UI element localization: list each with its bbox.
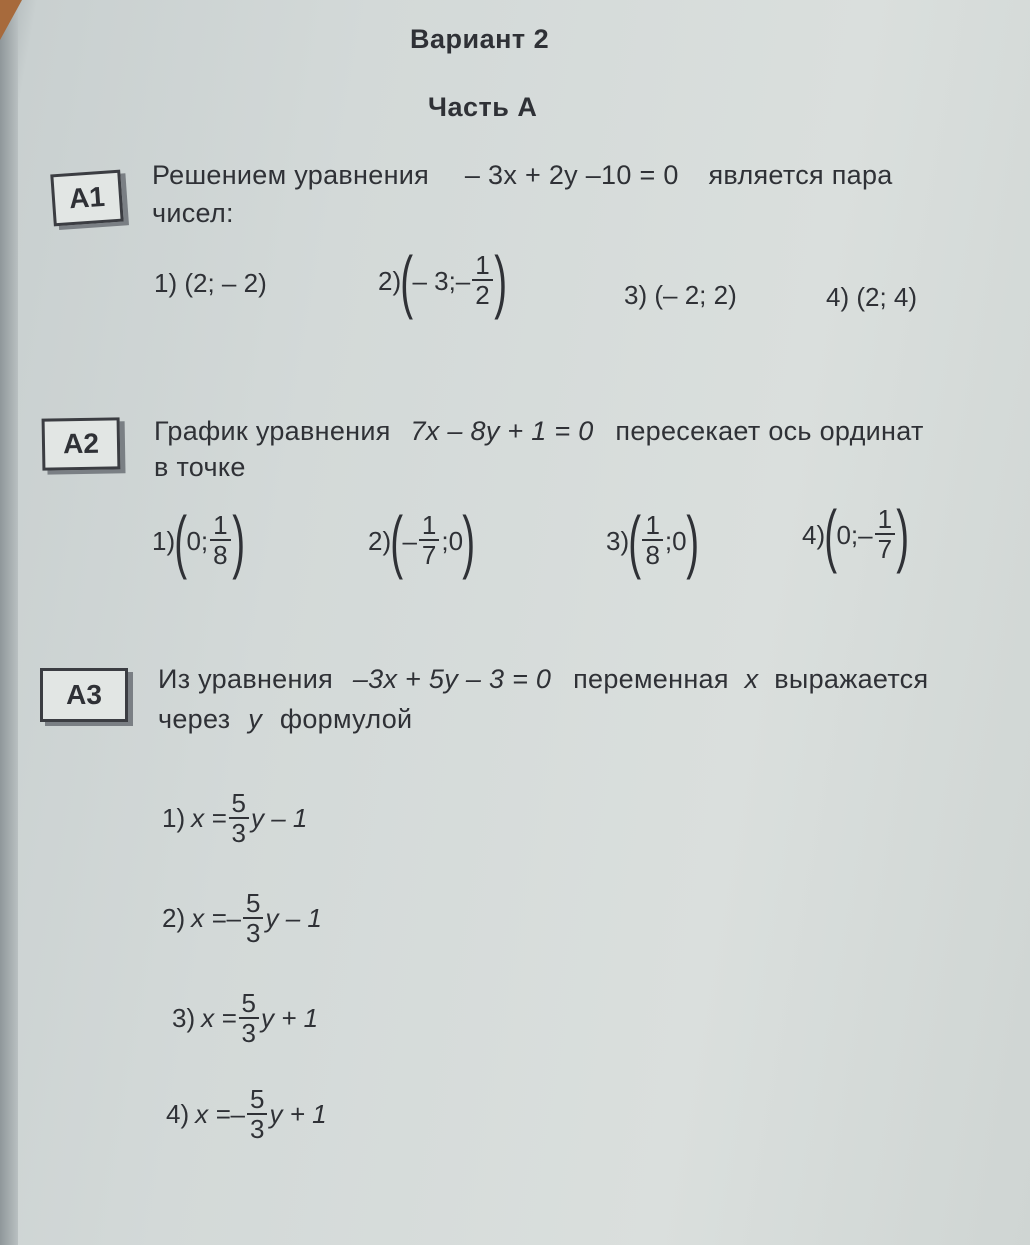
a3-var-x: x (744, 664, 759, 694)
denominator: 3 (231, 818, 247, 849)
fraction (419, 512, 439, 570)
a2-option-1 (152, 502, 245, 580)
numerator: 5 (247, 1086, 267, 1115)
a1-option-3 (624, 280, 737, 311)
a1-option-1 (154, 268, 267, 299)
a3-text-end: выражается (774, 664, 929, 694)
a1-equation: – 3x + 2y –10 = 0 (464, 160, 679, 190)
a3-text2-pre: через (158, 704, 231, 734)
a3-question-line1 (158, 664, 928, 695)
option-lhs: x = (191, 903, 227, 934)
denominator: 7 (421, 540, 437, 571)
left-paren: ( (824, 496, 838, 574)
option-value: (2; 4) (856, 282, 918, 312)
a1-text-post: является пара (708, 160, 893, 190)
option-sign: – (226, 903, 242, 934)
option-lhs: x = (195, 1099, 231, 1130)
fraction (243, 890, 263, 948)
page-binding-shadow (0, 0, 18, 1245)
a2-question-line1 (154, 416, 924, 447)
option-label: 3) (606, 525, 630, 556)
task-badge-a2: A2 (42, 417, 121, 470)
denominator: 7 (877, 534, 893, 565)
option-sign: – (230, 1099, 246, 1130)
a3-var-y: y (248, 704, 263, 734)
fraction (239, 990, 259, 1048)
denominator: 3 (250, 1114, 265, 1145)
a2-text-post: пересекает ось ординат (615, 416, 924, 446)
a1-question-line1 (152, 160, 893, 191)
option-label: 1) (152, 525, 176, 556)
option-label: 3) (624, 280, 648, 310)
table-corner (0, 0, 22, 40)
option-value: 0; (186, 525, 209, 556)
a2-option-3 (606, 502, 699, 580)
right-paren: ) (231, 502, 245, 580)
option-value-tail: ;0 (664, 525, 687, 556)
option-value: – 3;– (412, 265, 471, 296)
fraction (875, 506, 895, 564)
option-tail: y + 1 (269, 1099, 327, 1130)
a1-option-2 (378, 242, 507, 320)
part-title: Часть А (428, 92, 538, 122)
a3-option-1 (162, 790, 307, 848)
fraction (210, 512, 230, 570)
denominator: 8 (213, 540, 228, 571)
a2-text-pre: График уравнения (154, 416, 391, 446)
option-value: – (402, 525, 417, 556)
numerator: 5 (229, 790, 249, 819)
a3-equation: –3x + 5y – 3 = 0 (352, 664, 552, 694)
option-value: (– 2; 2) (654, 280, 737, 310)
option-value-tail: ;0 (441, 525, 464, 556)
option-label: 1) (154, 268, 178, 298)
denominator: 8 (645, 540, 660, 571)
fraction (472, 252, 492, 310)
a1-text-pre: Решением уравнения (152, 160, 430, 190)
right-paren: ) (462, 502, 476, 580)
a3-option-3 (172, 990, 318, 1048)
left-paren: ( (174, 502, 188, 580)
numerator: 1 (419, 512, 439, 541)
option-tail: y – 1 (251, 803, 308, 834)
a2-question-line2: в точке (154, 452, 246, 482)
a3-text-post: переменная (573, 664, 729, 694)
a3-text-pre: Из уравнения (158, 664, 333, 694)
numerator: 1 (875, 506, 895, 535)
task-badge-a1: A1 (50, 170, 123, 227)
a2-equation: 7x – 8y + 1 = 0 (410, 416, 594, 446)
denominator: 2 (475, 280, 490, 311)
option-label: 3) (172, 1003, 196, 1034)
fraction (229, 790, 249, 848)
fraction (247, 1086, 267, 1144)
right-paren: ) (493, 242, 507, 320)
fraction (642, 512, 662, 570)
numerator: 5 (239, 990, 259, 1019)
numerator: 5 (243, 890, 263, 919)
a2-option-2 (368, 502, 476, 580)
a3-text2-post: формулой (279, 704, 413, 734)
option-label: 4) (802, 519, 826, 550)
option-label: 2) (368, 525, 392, 556)
numerator: 1 (472, 252, 492, 281)
a1-question-line2: чисел: (152, 198, 234, 228)
a1-option-4 (826, 282, 917, 313)
a2-option-4 (802, 496, 910, 574)
a3-question-line2 (158, 704, 412, 735)
option-label: 2) (162, 903, 186, 934)
option-value: (2; – 2) (184, 268, 267, 298)
left-paren: ( (628, 502, 642, 580)
left-paren: ( (400, 242, 414, 320)
option-label: 4) (826, 282, 850, 312)
denominator: 3 (241, 1018, 257, 1049)
option-label: 2) (378, 265, 402, 296)
denominator: 3 (246, 918, 261, 949)
right-paren: ) (896, 496, 910, 574)
option-tail: y + 1 (261, 1003, 319, 1034)
right-paren: ) (685, 502, 699, 580)
numerator: 1 (210, 512, 230, 541)
a3-option-4 (166, 1086, 327, 1144)
a3-option-2 (162, 890, 322, 948)
option-label: 4) (166, 1099, 190, 1130)
left-paren: ( (390, 502, 404, 580)
option-label: 1) (162, 803, 186, 834)
variant-title: Вариант 2 (410, 24, 550, 54)
option-value: 0;– (836, 519, 873, 550)
option-lhs: x = (201, 1003, 237, 1034)
numerator: 1 (642, 512, 662, 541)
task-badge-a3: A3 (40, 668, 128, 722)
option-tail: y – 1 (265, 903, 322, 934)
option-lhs: x = (191, 803, 227, 834)
